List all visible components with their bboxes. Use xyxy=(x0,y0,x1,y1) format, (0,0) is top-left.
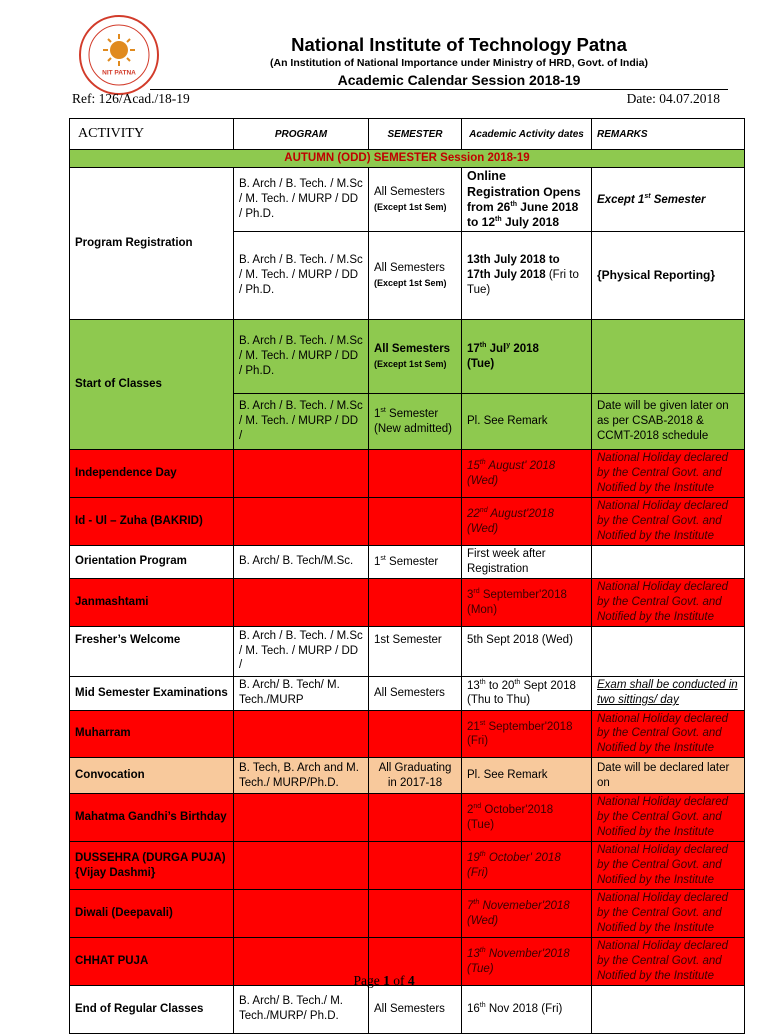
remarks-cell: National Holiday declared by the Central Govt. and Notified by the Institute xyxy=(592,889,745,937)
dates-cell: Online Registration Opens from 26th June 2018 to 12th July 2018 xyxy=(462,167,592,231)
page-number: Page 1 of 4 xyxy=(353,973,415,988)
dates-cell: Pl. See Remark xyxy=(462,394,592,450)
table-row xyxy=(70,794,745,842)
activity-convocation: Convocation xyxy=(70,758,234,794)
activity-janmashtami: Janmashtami xyxy=(70,578,234,626)
dates-cell: 13th July 2018 to 17th July 2018 (Fri to Tue) xyxy=(462,232,592,320)
table-header-row xyxy=(70,119,745,150)
dates-cell: 13th November'2018 (Tue) xyxy=(462,937,592,985)
col-dates: Academic Activity dates xyxy=(462,119,592,150)
activity-chhat-puja: CHHAT PUJA xyxy=(70,937,234,985)
table-row xyxy=(70,889,745,937)
col-activity: ACTIVITY xyxy=(70,119,234,150)
activity-end-of-classes: End of Regular Classes xyxy=(70,985,234,1033)
col-semester: SEMESTER xyxy=(369,119,462,150)
col-remarks: REMARKS xyxy=(592,119,745,150)
semester-cell: 1st Semester xyxy=(369,545,462,578)
reference-number: Ref: 126/Acad./18-19 xyxy=(72,91,190,106)
program-cell: B. Arch/ B. Tech./ M. Tech./MURP/ Ph.D. xyxy=(234,985,369,1033)
activity-start-of-classes: Start of Classes xyxy=(70,320,234,450)
table-row xyxy=(70,985,745,1033)
dates-cell: 2nd October'2018 (Tue) xyxy=(462,794,592,842)
table-row xyxy=(70,498,745,546)
table-row xyxy=(70,167,745,231)
remarks-cell: National Holiday declared by the Central Govt. and Notified by the Institute xyxy=(592,450,745,498)
activity-mid-semester-exams: Mid Semester Examinations xyxy=(70,676,234,710)
institute-title: National Institute of Technology Patna xyxy=(291,34,627,55)
table-row xyxy=(70,545,745,578)
semester-cell: All Semesters (Except 1st Sem) xyxy=(369,167,462,231)
calendar-title: Academic Calendar Session 2018-19 xyxy=(337,72,581,88)
dates-cell: 21st September'2018 (Fri) xyxy=(462,710,592,758)
program-cell: B. Arch / B. Tech. / M.Sc / M. Tech. / MURP / DD / xyxy=(234,626,369,676)
dates-cell: 15th August' 2018 (Wed) xyxy=(462,450,592,498)
program-cell: B. Arch / B. Tech. / M.Sc / M. Tech. / MURP / DD / xyxy=(234,394,369,450)
table-row xyxy=(70,450,745,498)
semester-cell: All Semesters xyxy=(369,676,462,710)
header-rule xyxy=(150,89,728,90)
issue-date: Date: 04.07.2018 xyxy=(626,91,720,106)
semester-cell: 1st Semester (New admitted) xyxy=(369,394,462,450)
dates-cell: 5th Sept 2018 (Wed) xyxy=(462,626,592,676)
activity-dussehra: DUSSEHRA (DURGA PUJA) {Vijay Dashmi} xyxy=(70,842,234,890)
dates-cell: 17th Jul$^y$ 2018 (Tue) xyxy=(462,320,592,394)
program-cell: B. Tech, B. Arch and M. Tech./ MURP/Ph.D. xyxy=(234,758,369,794)
table-row xyxy=(70,578,745,626)
remarks-cell: {Physical Reporting} xyxy=(592,232,745,320)
semester-cell: 1st Semester xyxy=(369,626,462,676)
table-row xyxy=(70,676,745,710)
table-row xyxy=(70,842,745,890)
program-cell: B. Arch / B. Tech. / M.Sc / M. Tech. / MURP / DD / Ph.D. xyxy=(234,320,369,394)
semester-cell: All Semesters xyxy=(369,985,462,1033)
nit-patna-logo xyxy=(78,14,160,96)
dates-cell: 19th October' 2018 (Fri) xyxy=(462,842,592,890)
activity-program-registration: Program Registration xyxy=(70,167,234,319)
semester-title: AUTUMN (ODD) SEMESTER Session 2018-19 xyxy=(70,150,745,168)
semester-cell: All Semesters (Except 1st Sem) xyxy=(369,320,462,394)
dates-cell: First week after Registration xyxy=(462,545,592,578)
activity-bakrid: Id - Ul – Zuha (BAKRID) xyxy=(70,498,234,546)
semester-cell: All Semesters (Except 1st Sem) xyxy=(369,232,462,320)
table-row xyxy=(70,710,745,758)
dates-cell: 13th to 20th Sept 2018 (Thu to Thu) xyxy=(462,676,592,710)
dates-cell: 16th Nov 2018 (Fri) xyxy=(462,985,592,1033)
col-program: PROGRAM xyxy=(234,119,369,150)
dates-cell: 3rd September'2018 (Mon) xyxy=(462,578,592,626)
remarks-cell: Date will be declared later on xyxy=(592,758,745,794)
table-row xyxy=(70,626,745,676)
dates-cell: Pl. See Remark xyxy=(462,758,592,794)
dates-cell: 7th Novemeber'2018 (Wed) xyxy=(462,889,592,937)
dates-cell: 22nd August'2018 (Wed) xyxy=(462,498,592,546)
remarks-cell: Date will be given later on as per CSAB-2018 & CCMT-2018 schedule xyxy=(592,394,745,450)
activity-gandhi-birthday: Mahatma Gandhi’s Birthday xyxy=(70,794,234,842)
svg-text:NIT PATNA: NIT PATNA xyxy=(102,69,136,77)
program-cell: B. Arch/ B. Tech/M.Sc. xyxy=(234,545,369,578)
remarks-cell: Exam shall be conducted in two sittings/ day xyxy=(592,676,745,710)
semester-cell: All Graduating in 2017-18 xyxy=(369,758,462,794)
academic-calendar-table xyxy=(69,118,745,1034)
semester-title-row xyxy=(70,150,745,168)
remarks-cell xyxy=(592,320,745,394)
remarks-cell: Except 1st Semester xyxy=(592,167,745,231)
activity-muharram: Muharram xyxy=(70,710,234,758)
remarks-cell: National Holiday declared by the Central Govt. and Notified by the Institute xyxy=(592,842,745,890)
table-row xyxy=(70,320,745,394)
activity-independence-day: Independence Day xyxy=(70,450,234,498)
program-cell: B. Arch / B. Tech. / M.Sc / M. Tech. / MURP / DD / Ph.D. xyxy=(234,167,369,231)
activity-diwali: Diwali (Deepavali) xyxy=(70,889,234,937)
activity-freshers-welcome: Fresher’s Welcome xyxy=(70,626,234,676)
institute-subtitle: (An Institution of National Importance under Ministry of HRD, Govt. of India) xyxy=(270,57,648,69)
program-cell: B. Arch / B. Tech. / M.Sc / M. Tech. / MURP / DD / Ph.D. xyxy=(234,232,369,320)
remarks-cell: National Holiday declared by the Central Govt. and Notified by the Institute xyxy=(592,937,745,985)
activity-orientation: Orientation Program xyxy=(70,545,234,578)
remarks-cell: National Holiday declared by the Central Govt. and Notified by the Institute xyxy=(592,794,745,842)
remarks-cell: National Holiday declared by the Central Govt. and Notified by the Institute xyxy=(592,710,745,758)
remarks-cell: National Holiday declared by the Central Govt. and Notified by the Institute xyxy=(592,578,745,626)
remarks-cell: National Holiday declared by the Central Govt. and Notified by the Institute xyxy=(592,498,745,546)
program-cell: B. Arch/ B. Tech/ M. Tech./MURP xyxy=(234,676,369,710)
table-row xyxy=(70,758,745,794)
